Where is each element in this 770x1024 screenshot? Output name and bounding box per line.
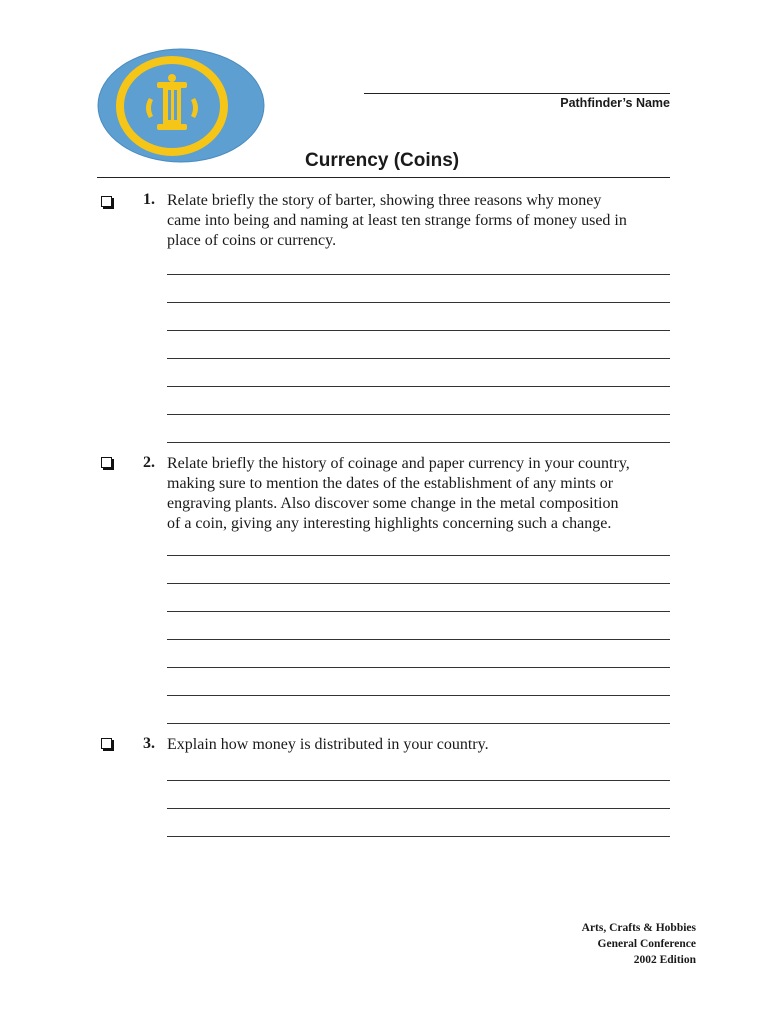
question-3-checkbox[interactable] — [101, 738, 112, 749]
footer-publisher: General Conference — [597, 938, 696, 950]
question-2-line: making sure to mention the dates of the establishment of any mints or — [167, 475, 614, 492]
question-2-line: Relate briefly the history of coinage and paper currency in your country, — [167, 455, 630, 472]
question-2-answer-line[interactable] — [167, 555, 670, 556]
question-1-answer-line[interactable] — [167, 302, 670, 303]
question-1-line: Relate briefly the story of barter, showing three reasons why money — [167, 192, 602, 209]
page-title: Currency (Coins) — [305, 150, 460, 171]
question-1-answer-line[interactable] — [167, 330, 670, 331]
question-2-answer-line[interactable] — [167, 639, 670, 640]
question-2-answer-line[interactable] — [167, 695, 670, 696]
question-2-text — [167, 454, 672, 534]
pathfinder-name-line[interactable] — [364, 93, 670, 94]
question-1-number: 1. — [143, 191, 155, 208]
question-2-checkbox[interactable] — [101, 457, 112, 468]
question-3-text — [167, 735, 672, 755]
question-3-answer-line[interactable] — [167, 808, 670, 809]
title-divider — [97, 177, 670, 178]
question-3-answer-line[interactable] — [167, 780, 670, 781]
question-2-number: 2. — [143, 454, 155, 471]
question-1-answer-line[interactable] — [167, 414, 670, 415]
footer — [582, 920, 696, 968]
question-1-answer-line[interactable] — [167, 386, 670, 387]
question-1-line: place of coins or currency. — [167, 232, 337, 249]
question-2-line: of a coin, giving any interesting highlights concerning such a change. — [167, 515, 612, 532]
question-2-answer-line[interactable] — [167, 723, 670, 724]
question-1-answer-line[interactable] — [167, 442, 670, 443]
footer-category: Arts, Crafts & Hobbies — [581, 922, 696, 934]
currency-coins-badge-icon — [97, 48, 265, 163]
footer-edition: 2002 Edition — [633, 954, 696, 966]
question-1-line: came into being and naming at least ten strange forms of money used in — [167, 212, 627, 229]
question-2-line: engraving plants. Also discover some change in the metal composition — [167, 495, 619, 512]
question-1-text — [167, 191, 672, 251]
question-3-answer-line[interactable] — [167, 836, 670, 837]
pathfinder-name-label: Pathfinder’s Name — [560, 96, 670, 110]
question-1-answer-line[interactable] — [167, 274, 670, 275]
question-2-answer-line[interactable] — [167, 583, 670, 584]
question-1-answer-line[interactable] — [167, 358, 670, 359]
question-3-line: Explain how money is distributed in your country. — [167, 736, 489, 753]
question-2-answer-line[interactable] — [167, 667, 670, 668]
question-2-answer-line[interactable] — [167, 611, 670, 612]
question-3-number: 3. — [143, 735, 155, 752]
question-1-checkbox[interactable] — [101, 196, 112, 207]
